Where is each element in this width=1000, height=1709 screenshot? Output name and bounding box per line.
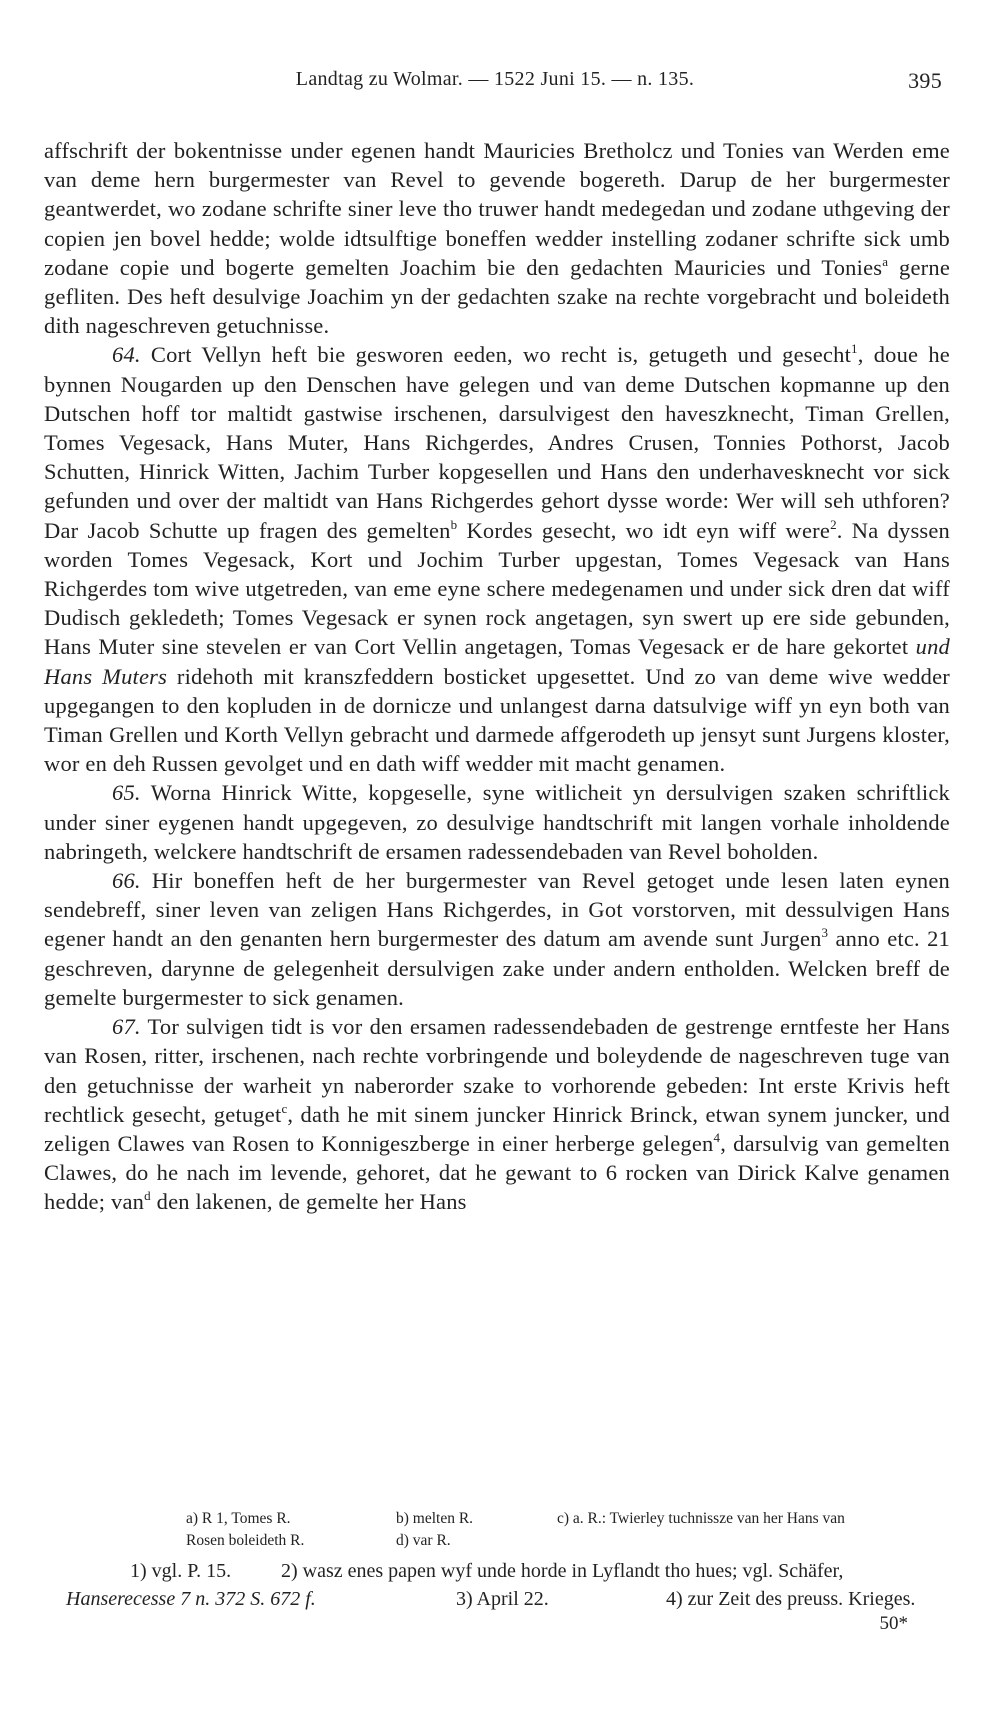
note-marker-d: d (144, 1188, 151, 1204)
running-header (48, 68, 942, 104)
textual-note-b: b) melten R. (396, 1510, 474, 1527)
note-marker-b: b (450, 516, 458, 532)
signature-mark: 50* (879, 1613, 908, 1634)
footnote-2: 2) wasz enes papen wyf unde horde in Lyflandt tho hues; vgl. Schäfer, (281, 1560, 844, 1582)
section-number-64: 64. (112, 342, 141, 368)
paragraph-continuation: affschrift der bokentnisse under egenen handt Mauricies Bretholcz und Tonies van Werden eme van deme hern burgermester van Revel to gevende bogereth. Darup de her burgermester geantwerdet, wo zodane schrifte siner leve tho truwer handt medegedan und zodane uthgeving der copien jen bovel hedde; wolde idtsulftige boneffen wedder instelling zodaner schrifte sick umb zodane copie und bogerte gemelten Joachim bie den gedachten Mauricies und Tonies$^a$ gerne gefliten. Des heft desulvige Joachim yn der gedachten szake na rechte vorgebracht und boleideth dith nageschreven getuchnisse. (44, 138, 951, 339)
running-title: Landtag zu Wolmar. — 1522 Juni 15. — n. 135. (295, 68, 695, 90)
paragraph-66: 66. Hir boneffen heft de her burgermester van Revel getoget unde lesen laten eynen sendebreff, siner leven van zeligen Hans Richgerdes, in Got vorstorven, mit dessulvigen Hans egener handt an den genanten hern burgermester des datum am avende sunt Jurgen$^3$ anno etc. 21 geschreven, darynne de gelegenheit dersulvigen zake under andern entholden. Welcken breff de gemelte burgermester to sick genamen. (44, 868, 951, 1010)
section-number-66: 66. (112, 868, 141, 894)
textual-notes (100, 1508, 960, 1552)
note-marker-c: c (281, 1100, 288, 1116)
footnote-marker-2: 2 (830, 516, 837, 532)
section-number-65: 65. (112, 780, 141, 806)
textual-note-d: d) var R. (396, 1532, 451, 1549)
main-text (44, 136, 950, 1217)
footnote-marker-4: 4 (713, 1129, 721, 1145)
footnotes (66, 1557, 954, 1613)
section-number-67: 67. (112, 1014, 141, 1040)
footnote-1: 1) vgl. P. 15. (130, 1560, 232, 1582)
footnote-2-cont: Hanserecesse 7 n. 372 S. 672 f. (66, 1588, 316, 1610)
textual-note-c: c) a. R.: Twierley tuchnissze van her Hans van (557, 1510, 845, 1527)
textual-note-a-cont: Rosen boleideth R. (186, 1532, 305, 1549)
footnote-marker-3: 3 (821, 925, 829, 941)
footnote-3: 3) April 22. (456, 1588, 549, 1610)
textual-note-a: a) R 1, Tomes R. (186, 1510, 291, 1527)
paragraph-64: 64. Cort Vellyn heft bie gesworen eeden, wo recht is, getugeth und gesecht$^1$, doue he bynnen Nougarden up den Denschen have gelegen und van deme Dutschen kopmanne up den Dutschen hoff tor maltidt gastwise irschenen, darsulvigest den haveszknecht, Timan Grellen, Tomes Vegesack, Hans Muter, Hans Richgerdes, Andres Crusen, Tonnies Pothorst, Jacob Schutten, Hinrick Witten, Jachim Turber kopgesellen und Hans den underhavesknecht vor sick gefunden und over der maltidt van Hans Richgerdes gehort dysse worde: Wer will seh uthforen? Dar Jacob Schutte up fragen des gemelten$^b$ Kordes gesecht, wo idt eyn wiff were$^2$. Na dyssen worden Tomes Vegesack, Kort und Jochim Turber upgestan, Tomes Vegesack van Hans Richgerdes tom wive utgetreden, van eme eyne schere medegenamen und under sick dren dat wiff Dudisch gekledeth; Tomes Vegesack er synen rock angetagen, syn swert up ere side gebunden, Hans Muter sine stevelen er van Cort Vellin angetagen, Tomas Vegesack er de hare gekortet und Hans Muters ridehoth mit kranszfeddern bosticket upgesettet. Und zo van deme wive wedder upgegangen to den kopluden in de dornicze und unlangest darna datsulvige wiff yn eyn both van Timan Grellen und Korth Vellyn gebracht und darmede affgerodeth up jensyt sunt Jurgens kloster, wor en deh Russen gevolget und en dath wiff wedder mit macht genamen. (44, 341, 950, 777)
paragraph-65: 65. Worna Hinrick Witte, kopgeselle, syne witlicheit yn dersulvigen szaken schriftlick under siner eygenen handt upgegeven, zo desulvige handtschrift mit langen vorhale inholdende nabringeth, welckere handtschrift de ersamen radessendebaden van Revel boholden. (44, 780, 950, 864)
footnote-4: 4) zur Zeit des preuss. Krieges. (666, 1588, 916, 1610)
italic-insertion: und Hans Muters (44, 634, 950, 689)
paragraph-67: 67. Tor sulvigen tidt is vor den ersamen radessendebaden de gestrenge erntfeste her Hans van Rosen, ritter, irschenen, nach rechte vorbringende und boleydende de nageschreven tuge van den getuchnisse der warheit yn naberorder szake to vorhorende gebeden: Int erste Krivis heft rechtlick gesecht, getuget$^c$, dath he mit sinem juncker Hinrick Brinck, etwan synem juncker, und zeligen Clawes van Rosen to Konnigeszberge in einer herberge gelegen$^4$, darsulvig van gemelten Clawes, do he nach im levende, gehoret, dat he gewant to 6 rocken van Dirick Kalve genamen hedde; van$^d$ den lakenen, de gemelte her Hans (44, 1014, 950, 1215)
footnote-marker-1: 1 (851, 341, 858, 357)
page-number: 395 (908, 68, 942, 93)
note-marker-a: a (882, 253, 889, 269)
